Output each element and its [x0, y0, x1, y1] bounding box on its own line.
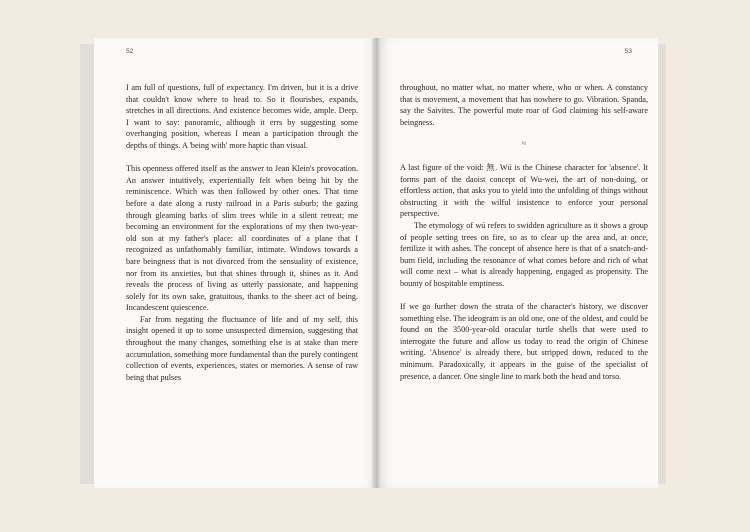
right-page-text — [400, 82, 648, 382]
paragraph: I am full of questions, full of expectancy. I'm driven, but it is a drive that couldn't know where to head to. So it flourishes, expands, stretches in all directions. And existence becomes wide, ample. Deep. I want to say: panoramic, although it errs by suggesting some overhanging position, whereas I mean a participation through the depths of things. A 'being with' more haptic than visual. — [126, 83, 358, 150]
page-number-right: 53 — [624, 48, 632, 55]
right-page — [376, 38, 658, 488]
paragraph: The etymology of wú refers to swidden agriculture as it shows a group of people setting trees on fire, so as to clear up the area and, at once, fertilize it with ashes. The concept of absence here is that of a snatch-and-burn field, including the resonance of what comes before and rich of what will come next – what is already happening, engaged as propensity. The bounty of hospitable emptiness. — [400, 220, 648, 288]
paragraph: This openness offered itself as the answer to Jean Klein's provocation. An answer intuitively, experientially felt when being hit by the reminiscence. Which was then followed by other ones. That time before a date along a rusty railroad in a Paris suburb; the gazing through gleaming barks of slim trees while in a silent retreat; me becoming an environment for the explorations of my then two-year-old son at my father's place: all coordinates of a plane that I recognized as unfathomably familiar, intimate. Windows towards a bare beingness that is not divorced from the sensuality of existence, nor from its anxieties, but that shines through it, shines as it. And reveals the process of living as utterly passionate, and happening solely for its own sake, gratuitous, thanks to the sheer act of being. Incandescent quiescence. — [126, 164, 358, 313]
open-book — [80, 38, 666, 488]
book-gutter — [372, 38, 380, 488]
page-number-left: 52 — [126, 48, 134, 55]
left-page-text — [126, 82, 358, 383]
paragraph: Far from negating the fluctuance of life and of my self, this insight opened it up to some unsuspected dimension, suggesting that throughout the many changes, something else is at stake than mere accumulation, something more fundamental than the purely contingent collection of events, experiences, states or memories. A sense of raw being that pulses — [126, 314, 358, 382]
paragraph: A last figure of the void: 無. Wú is the Chinese character for 'absence'. It forms part of the daoist concept of Wu-wei, the art of non-doing, or effortless action, that asks you to yield into the unfolding of things without obstructing it with the wilful insistence to enforce your personal perspective. — [400, 162, 648, 219]
paragraph: throughout, no matter what, no matter where, who or when. A constancy that is movement, a movement that has nowhere to go. Vibration. Spanda, say the Saivites. The powerful mute roar of God claiming his self-aware beingness. — [400, 83, 648, 127]
section-divider: ≈ — [521, 138, 527, 149]
left-page — [94, 38, 376, 488]
paragraph: If we go further down the strata of the character's history, we discover something else. The ideogram is an old one, one of the oldest, and could be found on the 3500-year-old oracular turtle shells that were used to interrogate the future and allow us today to read the origin of Chinese writing. 'Absence' is already there, but stripped down, reduced to the minimum. Paradoxically, it appears in the guise of the specialist of presence, a dancer. One single line to mark both the head and torso. — [400, 302, 648, 381]
